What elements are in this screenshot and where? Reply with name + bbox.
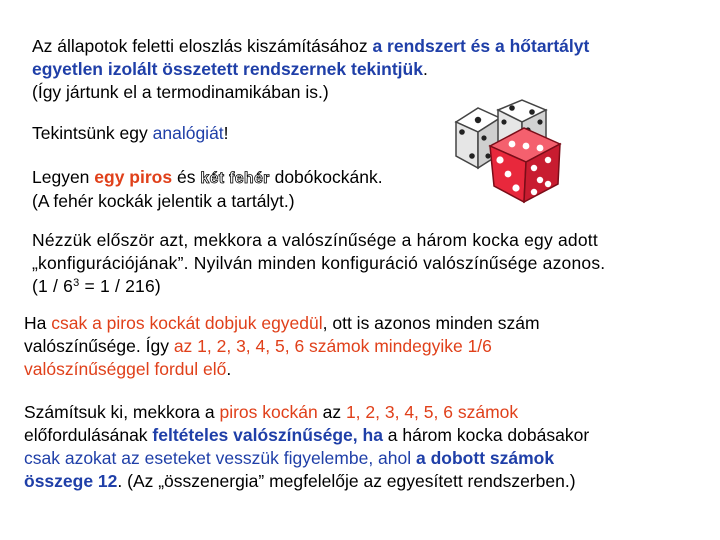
- text: = 1 / 216): [79, 276, 161, 296]
- highlight-text: piros kockán: [219, 402, 318, 422]
- text: (A fehér kockák jelentik a tartályt.): [32, 191, 295, 211]
- text: Legyen: [32, 167, 95, 187]
- highlight-text: valószínűséggel fordul elő: [24, 359, 227, 379]
- text: , ott is azonos minden szám: [322, 313, 540, 333]
- text: Nézzük először azt, mekkora a valószínűsége a három kocka egy adott: [32, 230, 598, 250]
- highlight-text: összege 12: [24, 471, 118, 491]
- paragraph-configuration: [32, 229, 605, 298]
- paragraph-conditional: [24, 401, 589, 493]
- text: .: [422, 59, 428, 79]
- text: .: [226, 359, 232, 379]
- text: és: [172, 167, 201, 187]
- paragraph-analogy: [32, 122, 229, 145]
- paragraph-dice: [32, 166, 383, 213]
- outlined-text: két fehér: [200, 170, 270, 187]
- text: Ha: [24, 313, 52, 333]
- text: az: [317, 402, 346, 422]
- highlight-text: a rendszert és a hőtartályt: [372, 36, 590, 56]
- text: Az állapotok feletti eloszlás kiszámításához: [32, 36, 373, 56]
- highlight-text: feltételes valószínűsége, ha: [152, 425, 383, 445]
- text: !: [223, 123, 229, 143]
- text: Számítsuk ki, mekkora a: [24, 402, 220, 422]
- text: (1 / 6: [32, 276, 74, 296]
- text: valószínűsége. Így: [24, 336, 174, 356]
- highlight-text: analógiát: [152, 123, 224, 143]
- text: Tekintsünk egy: [32, 123, 153, 143]
- highlight-text: az 1, 2, 3, 4, 5, 6 számok mindegyike 1/6: [173, 336, 492, 356]
- highlight-text: egy piros: [94, 167, 173, 187]
- highlight-text: 1, 2, 3, 4, 5, 6 számok: [345, 402, 519, 422]
- text: „konfigurációjának”. Nyilván minden konfiguráció valószínűsége azonos.: [32, 253, 606, 273]
- superscript: 3: [73, 277, 80, 289]
- text: . (Az „összenergia” megfelelője az egyesített rendszerben.): [117, 471, 576, 491]
- text: (Így jártunk el a termodinamikában is.): [32, 82, 329, 102]
- text: előfordulásának: [24, 425, 153, 445]
- paragraph-intro: [32, 35, 589, 104]
- highlight-text: csak azokat az eseteket vesszük figyelembe, ahol: [24, 448, 417, 468]
- text: a három kocka dobásakor: [382, 425, 590, 445]
- highlight-text: a dobott számok: [416, 448, 555, 468]
- three-dice-icon: [448, 98, 566, 206]
- text: dobókockánk.: [269, 167, 383, 187]
- paragraph-red-die: [24, 312, 540, 381]
- highlight-text: csak a piros kockát dobjuk egyedül: [51, 313, 323, 333]
- highlight-text: egyetlen izolált összetett rendszernek tekintjük: [32, 59, 423, 79]
